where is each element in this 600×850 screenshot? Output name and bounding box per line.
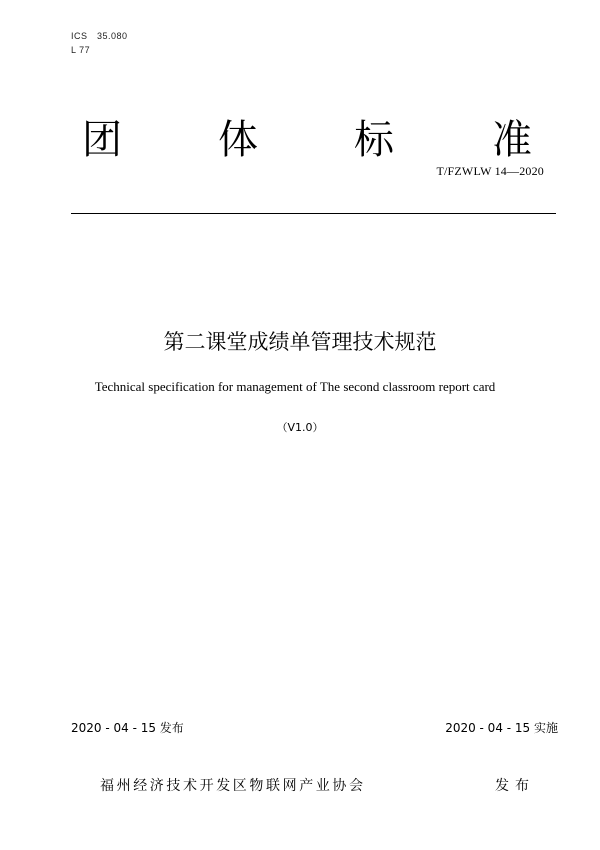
ccs-code: L 77 — [71, 45, 91, 55]
implement-date: 2020 - 04 - 15 实施 — [445, 721, 558, 735]
ics-code: ICS 35.080 — [71, 31, 128, 41]
header-divider — [71, 213, 556, 214]
category-char-4: 准 — [492, 117, 532, 163]
issue-label: 发布 — [495, 778, 535, 794]
version-label: （V1.0） — [276, 421, 324, 434]
category-char-1: 团 — [82, 117, 122, 163]
category-char-3: 标 — [354, 117, 394, 163]
chinese-title: 第二课堂成绩单管理技术规范 — [163, 330, 437, 354]
publish-date: 2020 - 04 - 15 发布 — [71, 721, 184, 735]
category-char-2: 体 — [218, 117, 258, 163]
english-title: Technical specification for management of The second classroom report card — [94, 379, 496, 394]
standard-number: T/FZWLW 14—2020 — [436, 164, 544, 178]
issuing-organization: 福州经济技术开发区物联网产业协会 — [100, 778, 366, 794]
